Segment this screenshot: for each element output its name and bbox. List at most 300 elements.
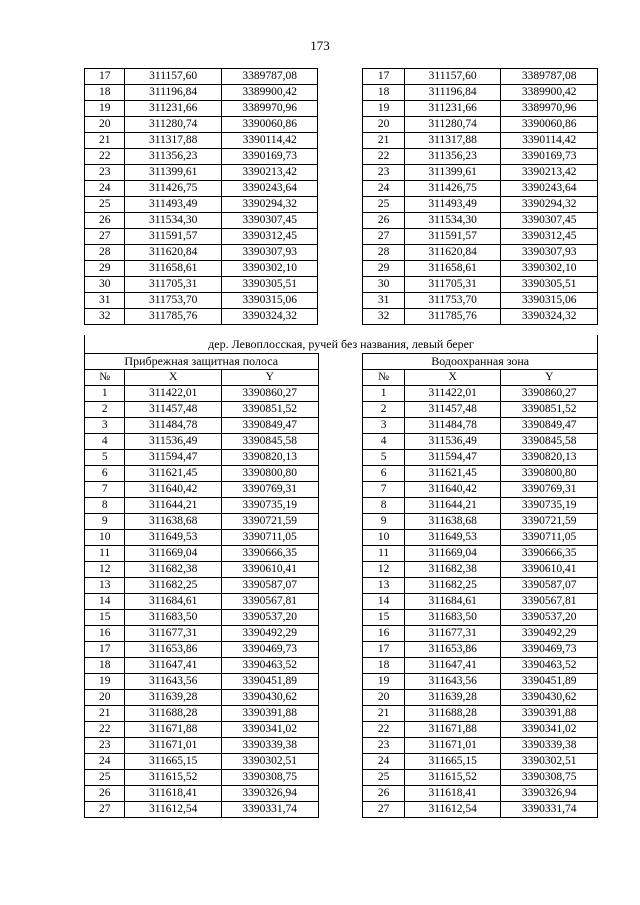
left-x-value: 311669,04 [125, 546, 222, 562]
right-zone-header: Водоохранная зона [363, 354, 598, 370]
right-point-number: 26 [363, 213, 405, 229]
left-y-value: 3390711,05 [221, 530, 318, 546]
left-y-value: 3390587,07 [221, 578, 318, 594]
right-x-value: 311669,04 [404, 546, 501, 562]
left-point-number: 32 [85, 309, 125, 325]
right-point-number: 11 [363, 546, 405, 562]
right-y-value: 3390800,80 [501, 466, 598, 482]
right-x-value: 311594,47 [404, 450, 501, 466]
right-point-number: 3 [363, 418, 405, 434]
table-row [85, 245, 598, 261]
table-gap [318, 482, 363, 498]
right-y-value: 3390430,62 [501, 690, 598, 706]
table-row [85, 578, 598, 594]
table-row [85, 658, 598, 674]
left-x-value: 311644,21 [125, 498, 222, 514]
left-y-value: 3390610,41 [221, 562, 318, 578]
bottom-coordinates-table [84, 353, 598, 818]
left-y-value: 3390820,13 [221, 450, 318, 466]
left-x-value: 311665,15 [125, 754, 222, 770]
table-row [85, 722, 598, 738]
right-y-value: 3390666,35 [501, 546, 598, 562]
right-point-number: 26 [363, 786, 405, 802]
left-point-number: 22 [85, 722, 125, 738]
left-point-number: 23 [85, 738, 125, 754]
section-title: дер. Левоплосская, ручей без названия, левый берег [84, 335, 598, 353]
left-x-value: 311426,75 [125, 181, 222, 197]
left-zone-header: Прибрежная защитная полоса [85, 354, 319, 370]
table-row [85, 610, 598, 626]
right-x-value: 311426,75 [404, 181, 501, 197]
table-row [85, 197, 598, 213]
table-gap [318, 578, 363, 594]
right-y-value: 3390451,89 [501, 674, 598, 690]
left-x-value: 311484,78 [125, 418, 222, 434]
right-point-number: 21 [363, 133, 405, 149]
right-point-number: 16 [363, 626, 405, 642]
left-y-value: 3390213,42 [221, 165, 318, 181]
left-x-value: 311196,84 [125, 85, 222, 101]
left-y-value: 3390430,62 [221, 690, 318, 706]
left-y-value: 3390302,51 [221, 754, 318, 770]
right-point-number: 29 [363, 261, 405, 277]
table-row [85, 482, 598, 498]
table-gap [318, 197, 363, 213]
left-y-value: 3389970,96 [221, 101, 318, 117]
right-x-value: 311671,88 [404, 722, 501, 738]
right-point-number: 24 [363, 754, 405, 770]
left-y-value: 3390307,45 [221, 213, 318, 229]
left-x-value: 311493,49 [125, 197, 222, 213]
right-point-number: 15 [363, 610, 405, 626]
left-y-value: 3390666,35 [221, 546, 318, 562]
col-x-header: X [125, 370, 222, 386]
left-y-value: 3390307,93 [221, 245, 318, 261]
left-y-value: 3390849,47 [221, 418, 318, 434]
table-gap [318, 85, 363, 101]
right-x-value: 311231,66 [404, 101, 501, 117]
left-y-value: 3390341,02 [221, 722, 318, 738]
right-y-value: 3390567,81 [501, 594, 598, 610]
right-y-value: 3390849,47 [501, 418, 598, 434]
left-y-value: 3390324,32 [221, 309, 318, 325]
right-point-number: 25 [363, 770, 405, 786]
col-y-header: Y [501, 370, 598, 386]
left-y-value: 3390114,42 [221, 133, 318, 149]
table-gap [318, 245, 363, 261]
right-y-value: 3390820,13 [501, 450, 598, 466]
table-row [85, 85, 598, 101]
left-point-number: 24 [85, 181, 125, 197]
table-gap [318, 133, 363, 149]
left-x-value: 311620,84 [125, 245, 222, 261]
left-point-number: 8 [85, 498, 125, 514]
zone-header-row [85, 354, 598, 370]
table-row [85, 530, 598, 546]
left-x-value: 311684,61 [125, 594, 222, 610]
left-y-value: 3390800,80 [221, 466, 318, 482]
table-gap [318, 530, 363, 546]
table-gap [318, 101, 363, 117]
right-point-number: 14 [363, 594, 405, 610]
left-x-value: 311612,54 [125, 802, 222, 818]
table-row [85, 674, 598, 690]
left-point-number: 30 [85, 277, 125, 293]
right-y-value: 3390307,93 [501, 245, 598, 261]
left-y-value: 3390463,52 [221, 658, 318, 674]
table-gap [318, 674, 363, 690]
left-y-value: 3389787,08 [221, 69, 318, 85]
right-x-value: 311399,61 [404, 165, 501, 181]
right-point-number: 18 [363, 658, 405, 674]
right-x-value: 311196,84 [404, 85, 501, 101]
right-point-number: 23 [363, 165, 405, 181]
left-x-value: 311649,53 [125, 530, 222, 546]
table-row [85, 277, 598, 293]
table-gap [318, 466, 363, 482]
right-point-number: 24 [363, 181, 405, 197]
right-x-value: 311621,45 [404, 466, 501, 482]
right-y-value: 3389970,96 [501, 101, 598, 117]
table-gap [318, 370, 363, 386]
col-y-header: Y [221, 370, 318, 386]
table-row [85, 402, 598, 418]
right-x-value: 311683,50 [404, 610, 501, 626]
table-row [85, 133, 598, 149]
table-row [85, 181, 598, 197]
table-row [85, 562, 598, 578]
left-y-value: 3390243,64 [221, 181, 318, 197]
left-point-number: 15 [85, 610, 125, 626]
table-gap [318, 498, 363, 514]
right-x-value: 311684,61 [404, 594, 501, 610]
left-x-value: 311621,45 [125, 466, 222, 482]
right-x-value: 311356,23 [404, 149, 501, 165]
right-point-number: 19 [363, 101, 405, 117]
right-x-value: 311422,01 [404, 386, 501, 402]
right-y-value: 3390711,05 [501, 530, 598, 546]
left-y-value: 3390492,29 [221, 626, 318, 642]
left-point-number: 26 [85, 213, 125, 229]
table-gap [318, 181, 363, 197]
left-point-number: 24 [85, 754, 125, 770]
left-point-number: 16 [85, 626, 125, 642]
table-row [85, 770, 598, 786]
table-gap [318, 402, 363, 418]
table-gap [318, 706, 363, 722]
left-x-value: 311422,01 [125, 386, 222, 402]
left-point-number: 20 [85, 690, 125, 706]
left-x-value: 311231,66 [125, 101, 222, 117]
right-point-number: 13 [363, 578, 405, 594]
left-y-value: 3390567,81 [221, 594, 318, 610]
right-x-value: 311493,49 [404, 197, 501, 213]
right-y-value: 3390243,64 [501, 181, 598, 197]
right-x-value: 311484,78 [404, 418, 501, 434]
page-number: 173 [310, 38, 330, 53]
table-gap [318, 229, 363, 245]
table-row [85, 69, 598, 85]
table-row [85, 466, 598, 482]
table-gap [318, 770, 363, 786]
left-y-value: 3390451,89 [221, 674, 318, 690]
table-row [85, 418, 598, 434]
right-point-number: 31 [363, 293, 405, 309]
table-row [85, 450, 598, 466]
right-point-number: 32 [363, 309, 405, 325]
right-y-value: 3390312,45 [501, 229, 598, 245]
right-y-value: 3389900,42 [501, 85, 598, 101]
table-gap [318, 309, 363, 325]
table-row [85, 309, 598, 325]
table-row [85, 594, 598, 610]
left-point-number: 27 [85, 229, 125, 245]
table-gap [318, 450, 363, 466]
left-y-value: 3390339,38 [221, 738, 318, 754]
left-x-value: 311638,68 [125, 514, 222, 530]
right-y-value: 3390339,38 [501, 738, 598, 754]
right-y-value: 3390492,29 [501, 626, 598, 642]
right-point-number: 25 [363, 197, 405, 213]
right-point-number: 5 [363, 450, 405, 466]
left-point-number: 13 [85, 578, 125, 594]
right-y-value: 3390860,27 [501, 386, 598, 402]
right-x-value: 311536,49 [404, 434, 501, 450]
right-x-value: 311620,84 [404, 245, 501, 261]
right-y-value: 3390851,52 [501, 402, 598, 418]
right-point-number: 8 [363, 498, 405, 514]
left-y-value: 3390391,88 [221, 706, 318, 722]
left-x-value: 311317,88 [125, 133, 222, 149]
right-x-value: 311671,01 [404, 738, 501, 754]
right-x-value: 311647,41 [404, 658, 501, 674]
left-point-number: 9 [85, 514, 125, 530]
right-y-value: 3390114,42 [501, 133, 598, 149]
right-x-value: 311682,25 [404, 578, 501, 594]
table-gap [318, 722, 363, 738]
table-row [85, 706, 598, 722]
right-y-value: 3390391,88 [501, 706, 598, 722]
right-y-value: 3390302,51 [501, 754, 598, 770]
table-row [85, 738, 598, 754]
left-point-number: 28 [85, 245, 125, 261]
table-gap [318, 69, 363, 85]
right-y-value: 3390169,73 [501, 149, 598, 165]
right-point-number: 18 [363, 85, 405, 101]
table-row [85, 213, 598, 229]
left-x-value: 311591,57 [125, 229, 222, 245]
table-gap [318, 386, 363, 402]
left-y-value: 3390169,73 [221, 149, 318, 165]
left-y-value: 3390469,73 [221, 642, 318, 658]
right-point-number: 21 [363, 706, 405, 722]
right-y-value: 3390845,58 [501, 434, 598, 450]
right-x-value: 311753,70 [404, 293, 501, 309]
right-point-number: 17 [363, 642, 405, 658]
left-y-value: 3390735,19 [221, 498, 318, 514]
top-coordinates-table [84, 68, 598, 325]
right-x-value: 311677,31 [404, 626, 501, 642]
table-gap [318, 738, 363, 754]
table-row [85, 165, 598, 181]
table-gap [318, 802, 363, 818]
right-x-value: 311639,28 [404, 690, 501, 706]
right-y-value: 3390735,19 [501, 498, 598, 514]
left-point-number: 21 [85, 133, 125, 149]
right-x-value: 311705,31 [404, 277, 501, 293]
table-gap [318, 562, 363, 578]
table-gap [318, 117, 363, 133]
col-number-header: № [85, 370, 125, 386]
right-y-value: 3390721,59 [501, 514, 598, 530]
left-x-value: 311683,50 [125, 610, 222, 626]
table-gap [318, 786, 363, 802]
left-x-value: 311688,28 [125, 706, 222, 722]
left-point-number: 25 [85, 197, 125, 213]
right-point-number: 7 [363, 482, 405, 498]
right-point-number: 22 [363, 149, 405, 165]
left-point-number: 22 [85, 149, 125, 165]
right-x-value: 311653,86 [404, 642, 501, 658]
right-point-number: 17 [363, 69, 405, 85]
right-x-value: 311534,30 [404, 213, 501, 229]
col-number-header: № [363, 370, 405, 386]
table-row [85, 690, 598, 706]
left-point-number: 19 [85, 674, 125, 690]
right-point-number: 20 [363, 690, 405, 706]
left-x-value: 311534,30 [125, 213, 222, 229]
table-gap [318, 418, 363, 434]
left-x-value: 311157,60 [125, 69, 222, 85]
left-point-number: 19 [85, 101, 125, 117]
table-gap [318, 261, 363, 277]
left-y-value: 3389900,42 [221, 85, 318, 101]
left-x-value: 311653,86 [125, 642, 222, 658]
left-point-number: 17 [85, 642, 125, 658]
table-row [85, 101, 598, 117]
right-y-value: 3390307,45 [501, 213, 598, 229]
left-x-value: 311671,01 [125, 738, 222, 754]
right-point-number: 9 [363, 514, 405, 530]
left-x-value: 311356,23 [125, 149, 222, 165]
right-y-value: 3390769,31 [501, 482, 598, 498]
table-row [85, 786, 598, 802]
table-row [85, 626, 598, 642]
table-gap [318, 642, 363, 658]
table-row [85, 434, 598, 450]
left-point-number: 31 [85, 293, 125, 309]
left-x-value: 311618,41 [125, 786, 222, 802]
right-y-value: 3390469,73 [501, 642, 598, 658]
right-point-number: 6 [363, 466, 405, 482]
right-y-value: 3390213,42 [501, 165, 598, 181]
col-x-header: X [404, 370, 501, 386]
right-x-value: 311457,48 [404, 402, 501, 418]
left-y-value: 3390769,31 [221, 482, 318, 498]
left-point-number: 1 [85, 386, 125, 402]
left-point-number: 18 [85, 85, 125, 101]
left-x-value: 311280,74 [125, 117, 222, 133]
table-gap [318, 594, 363, 610]
right-y-value: 3390060,86 [501, 117, 598, 133]
right-x-value: 311612,54 [404, 802, 501, 818]
left-point-number: 11 [85, 546, 125, 562]
left-x-value: 311682,25 [125, 578, 222, 594]
table-row [85, 149, 598, 165]
right-point-number: 2 [363, 402, 405, 418]
left-point-number: 3 [85, 418, 125, 434]
right-x-value: 311688,28 [404, 706, 501, 722]
left-x-value: 311682,38 [125, 562, 222, 578]
left-x-value: 311671,88 [125, 722, 222, 738]
left-y-value: 3390294,32 [221, 197, 318, 213]
right-y-value: 3390331,74 [501, 802, 598, 818]
right-x-value: 311658,61 [404, 261, 501, 277]
left-point-number: 25 [85, 770, 125, 786]
left-x-value: 311639,28 [125, 690, 222, 706]
right-x-value: 311682,38 [404, 562, 501, 578]
left-x-value: 311677,31 [125, 626, 222, 642]
left-y-value: 3390305,51 [221, 277, 318, 293]
left-y-value: 3390331,74 [221, 802, 318, 818]
column-header-row [85, 370, 598, 386]
table-gap [318, 165, 363, 181]
right-x-value: 311317,88 [404, 133, 501, 149]
table-row [85, 514, 598, 530]
right-point-number: 19 [363, 674, 405, 690]
table-gap [318, 658, 363, 674]
right-y-value: 3390324,32 [501, 309, 598, 325]
left-point-number: 4 [85, 434, 125, 450]
table-row [85, 229, 598, 245]
right-y-value: 3390305,51 [501, 277, 598, 293]
table-row [85, 117, 598, 133]
right-point-number: 22 [363, 722, 405, 738]
right-point-number: 1 [363, 386, 405, 402]
left-point-number: 17 [85, 69, 125, 85]
right-point-number: 27 [363, 229, 405, 245]
right-x-value: 311280,74 [404, 117, 501, 133]
table-gap [318, 277, 363, 293]
left-point-number: 21 [85, 706, 125, 722]
left-x-value: 311753,70 [125, 293, 222, 309]
table-row [85, 293, 598, 309]
right-x-value: 311157,60 [404, 69, 501, 85]
table-gap [318, 293, 363, 309]
table-row [85, 642, 598, 658]
right-point-number: 20 [363, 117, 405, 133]
left-x-value: 311615,52 [125, 770, 222, 786]
right-x-value: 311591,57 [404, 229, 501, 245]
right-x-value: 311618,41 [404, 786, 501, 802]
table-row [85, 802, 598, 818]
left-point-number: 20 [85, 117, 125, 133]
table-gap [318, 754, 363, 770]
left-point-number: 5 [85, 450, 125, 466]
left-y-value: 3390315,06 [221, 293, 318, 309]
right-point-number: 4 [363, 434, 405, 450]
table-row [85, 546, 598, 562]
left-y-value: 3390721,59 [221, 514, 318, 530]
right-x-value: 311638,68 [404, 514, 501, 530]
left-point-number: 27 [85, 802, 125, 818]
table-row [85, 754, 598, 770]
right-point-number: 12 [363, 562, 405, 578]
right-x-value: 311643,56 [404, 674, 501, 690]
right-y-value: 3390302,10 [501, 261, 598, 277]
right-y-value: 3390587,07 [501, 578, 598, 594]
right-point-number: 23 [363, 738, 405, 754]
